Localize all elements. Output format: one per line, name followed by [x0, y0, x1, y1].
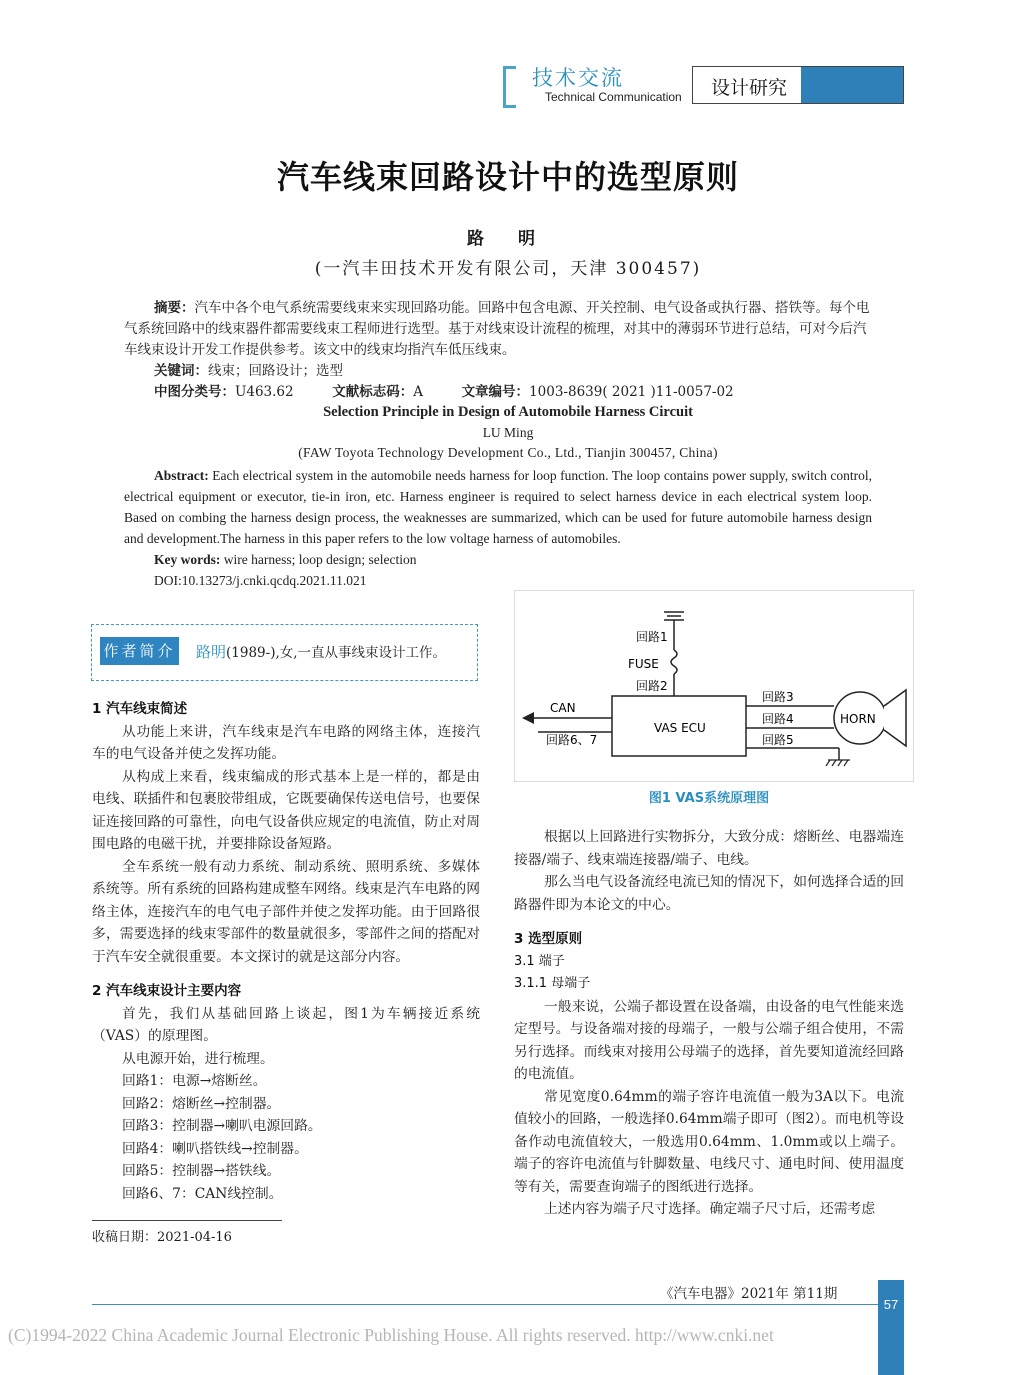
fig-label-loop67: 回路6、7 — [546, 733, 598, 747]
header-category-box — [692, 66, 904, 104]
fig-label-loop2: 回路2 — [636, 679, 668, 693]
author-info-detail: (1989-),女,一直从事线束设计工作。 — [226, 645, 447, 661]
fig-label-loop1: 回路1 — [636, 630, 668, 644]
loop-item: 回路3：控制器→喇叭电源回路。 — [122, 1118, 322, 1134]
page-title: 汽车线束回路设计中的选型原则 — [276, 158, 739, 196]
doc-code-value: A — [413, 384, 423, 400]
fig-label-horn: HORN — [840, 712, 876, 726]
english-author: LU Ming — [482, 425, 534, 440]
article-no-value: 1003-8639( 2021 )11-0057-02 — [529, 384, 734, 400]
keywords-text: 线束；回路设计；选型 — [208, 363, 343, 379]
section-1-p3: 全车系统一般有动力系统、制动系统、照明系统、多媒体系统等。所有系统的回路构建成整车网络。线束是汽车电路的网络主体，连接汽车的电气电子部件并使之发挥功能。由于回路很多，需要选择的线束零部件的数量就很多，零部件之间的搭配对于汽车安全就很重要。本文探讨的就是这部分内容。 — [92, 858, 480, 965]
page-number-box — [878, 1280, 904, 1375]
right-p3: 一般来说，公端子都设置在设备端，由设备的电气性能来选定型号。与设备端对接的母端子，一般与公端子组合使用，不需另行选择。而线束对接用公母端子的选择，首先要知道流经回路的电流值。 — [514, 998, 904, 1082]
fig-label-ecu: VAS ECU — [654, 721, 706, 735]
fig-label-fuse: FUSE — [628, 657, 659, 671]
section-2-title: 2 汽车线束设计主要内容 — [92, 983, 242, 999]
loop-item: 回路6、7：CAN线控制。 — [122, 1185, 283, 1202]
header-section-cn: 技术交流 — [532, 66, 624, 90]
header-section-en: Technical Communication — [545, 90, 682, 104]
author-name: 路 明 — [467, 229, 549, 249]
cnki-watermark: (C)1994-2022 China Academic Journal Electronic Publishing House. All rights reserved. http://www.cnki.net — [8, 1325, 774, 1345]
right-p1: 根据以上回路进行实物拆分，大致分成：熔断丝、电器端连接器/端子、线束端连接器/端子、电线。 — [514, 829, 904, 868]
loop-item: 回路5：控制器→搭铁线。 — [122, 1163, 281, 1179]
page-number: 57 — [883, 1297, 899, 1312]
fig-label-loop3: 回路3 — [762, 690, 794, 704]
author-info-tag: 作者简介 — [100, 637, 179, 665]
fig-label-can: CAN — [550, 701, 576, 715]
english-abstract-label: Abstract: — [154, 468, 209, 483]
author-info-box — [91, 624, 478, 681]
section-3-1-1-title: 3.1.1 母端子 — [514, 976, 591, 991]
clc-value: U463.62 — [235, 384, 294, 400]
section-1-p2: 从构成上来看，线束编成的形式基本上是一样的，都是由电线、联插件和包裹胶带组成，它既要确保传送电信号，也要保证连接回路的可靠性，向电气设备供应规定的电流值，防止对周围电路的电磁干扰，并要排除设备短路。 — [92, 768, 480, 852]
right-p5: 上述内容为端子尺寸选择。确定端子尺寸后，还需考虑 — [544, 1201, 876, 1217]
section-1-p1: 从功能上来讲，汽车线束是汽车电路的网络主体，连接汽车的电气设备并使之发挥功能。 — [92, 723, 480, 762]
author-info-name: 路明 — [196, 643, 227, 661]
author-affiliation: (一汽丰田技术开发有限公司，天津 300457) — [314, 259, 702, 279]
article-no-label: 文章编号： — [461, 384, 530, 400]
header-category: 设计研究 — [711, 77, 788, 99]
abstract-cn — [124, 298, 872, 403]
abstract-text: 汽车中各个电气系统需要线束来实现回路功能。回路中包含电源、开关控制、电气设备或执行器、搭铁等。每个电气系统回路中的线束器件都需要线束工程师进行选型。基于对线束设计流程的梳理，对其中的薄弱环节进行总结，可对今后汽车线束设计开发工作提供参考。该文中的线束均指汽车低压线束。 — [124, 300, 870, 358]
english-title: Selection Principle in Design of Automobile Harness Circuit — [323, 404, 693, 420]
doc-code-label: 文献标志码： — [332, 384, 414, 400]
right-p2: 那么当电气设备流经电流已知的情况下，如何选择合适的回路器件即为本论文的中心。 — [514, 874, 904, 913]
keywords-label: 关键词： — [154, 363, 208, 379]
right-p4: 常见宽度0.64mm的端子容许电流值一般为3A以下。电流值较小的回路，一般选择0.64mm端子即可（图2）。而电机等设备作动电流值较大，一般选用0.64mm、1.0mm或以上端子。端子的容许电流值与针脚数量、电线尺寸、通电时间、使用温度等有关，需要查询端子的图纸进行选择。 — [514, 1088, 904, 1195]
section-3-1-title: 3.1 端子 — [514, 953, 565, 969]
fig-label-loop4: 回路4 — [762, 712, 794, 726]
loop-item: 回路4：喇叭搭铁线→控制器。 — [122, 1140, 308, 1157]
figure-1-diagram — [514, 590, 914, 782]
doi: DOI:10.13273/j.cnki.qcdq.2021.11.021 — [154, 573, 367, 588]
loop-item: 回路2：熔断丝→控制器。 — [122, 1095, 281, 1112]
figure-1-caption: 图1 VAS系统原理图 — [648, 791, 770, 806]
fig-label-loop5: 回路5 — [762, 733, 794, 747]
clc-label: 中图分类号： — [154, 384, 235, 400]
footer-divider — [92, 1304, 878, 1305]
english-keywords: wire harness; loop design; selection — [223, 552, 417, 567]
english-abstract — [124, 465, 872, 591]
english-abstract-text: Each electrical system in the automobile needs harness for loop function. The loop contains power supply, switch control, electrical equipment or executor, tie-in iron, etc. Harness engineer is required to select harness device in each electrical system loop. Based on combing the harness design process, the weaknesses are summarized, which can be used for future automobile harness design and development.The harness in this paper refers to the low voltage harness of automobiles. — [124, 468, 872, 546]
header-bracket-icon — [503, 66, 516, 108]
english-keywords-label: Key words: — [154, 552, 221, 567]
journal-name: 《汽车电器》2021年 第11期 — [660, 1286, 838, 1302]
abstract-label: 摘要： — [154, 300, 195, 316]
english-affiliation: (FAW Toyota Technology Development Co., Ltd., Tianjin 300457, China) — [298, 445, 718, 460]
right-column — [514, 826, 904, 1221]
section-3-title: 3 选型原则 — [514, 931, 583, 947]
loop-item: 回路1：电源→熔断丝。 — [122, 1073, 267, 1089]
author-info-text — [196, 641, 446, 662]
left-column — [92, 698, 480, 1205]
received-divider — [92, 1220, 282, 1221]
section-2-p2: 从电源开始，进行梳理。 — [122, 1050, 274, 1067]
section-2-p1: 首先，我们从基础回路上谈起，图1为车辆接近系统（VAS）的原理图。 — [92, 1005, 480, 1044]
header-accent-bar — [801, 67, 903, 103]
received-date: 收稿日期：2021-04-16 — [92, 1230, 232, 1245]
section-1-title: 1 汽车线束简述 — [92, 701, 188, 717]
